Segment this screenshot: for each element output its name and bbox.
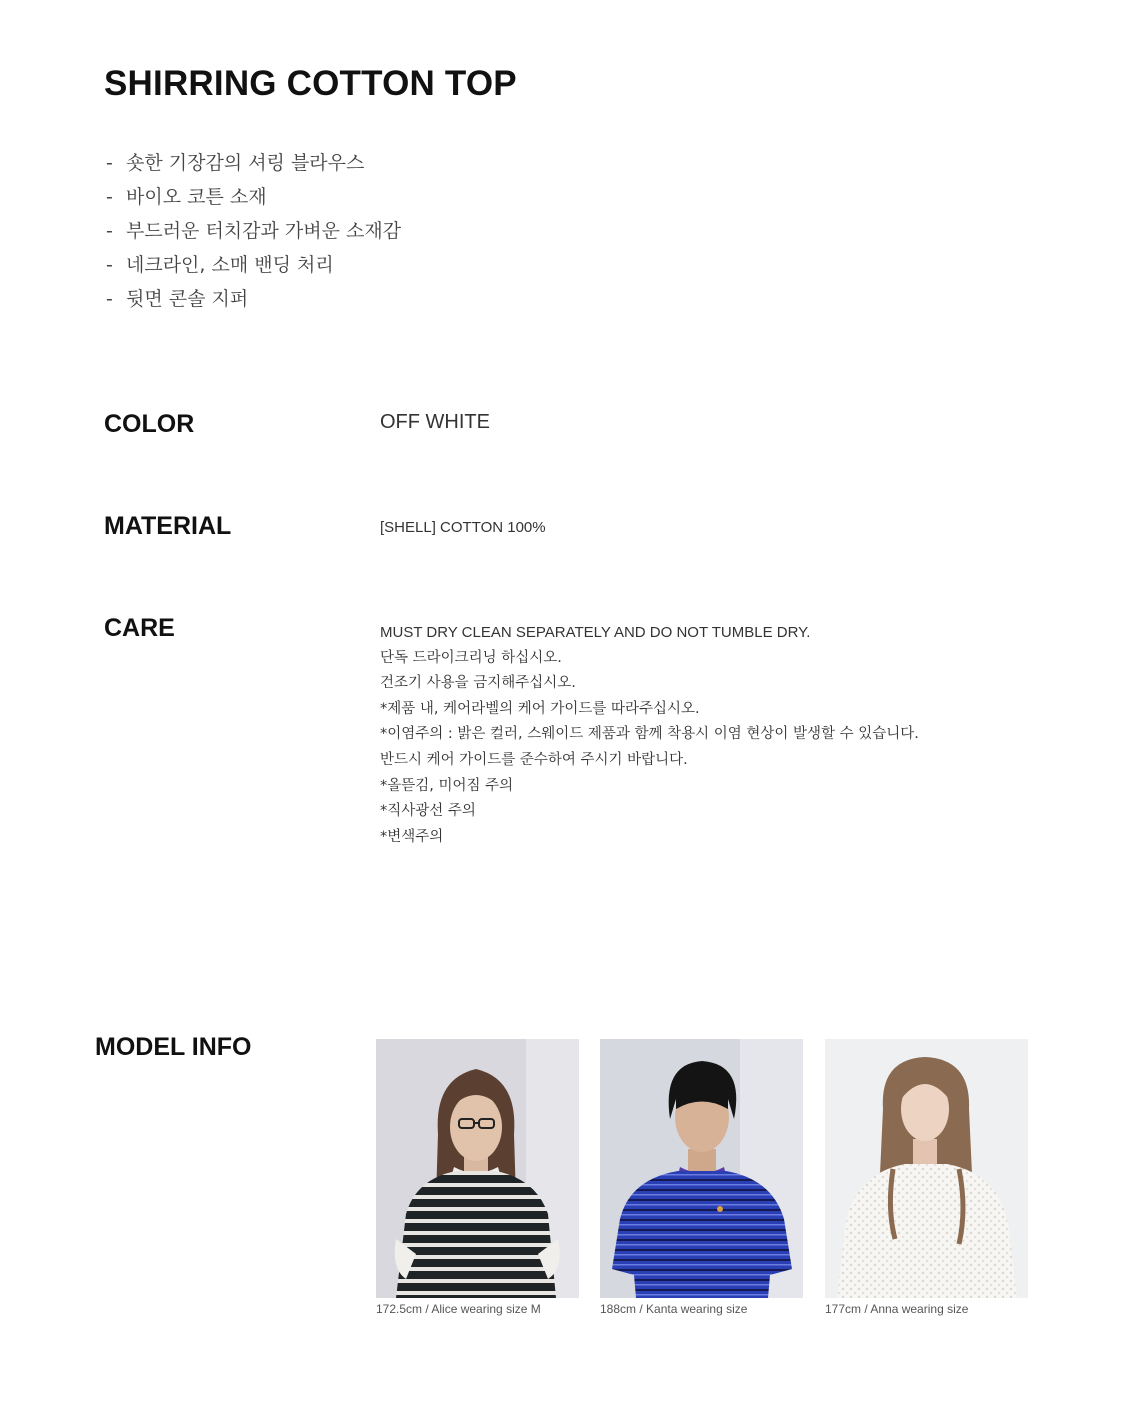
care-line: 건조기 사용을 금지해주십시오.: [380, 675, 576, 692]
bullet-dash: -: [106, 186, 113, 208]
feature-text: 바이오 코튼 소재: [126, 186, 267, 208]
feature-text: 부드러운 터치감과 가벼운 소재감: [126, 220, 402, 242]
feature-item: [106, 248, 401, 282]
model-card: [600, 1039, 803, 1316]
product-title: SHIRRING COTTON TOP: [104, 64, 517, 103]
model-info-label: MODEL INFO: [95, 1033, 252, 1061]
material-label: MATERIAL: [104, 512, 232, 540]
color-label: COLOR: [104, 410, 195, 438]
care-line: *직사광선 주의: [380, 803, 476, 820]
model-caption: 172.5cm / Alice wearing size M: [376, 1302, 541, 1316]
model-photo: [600, 1039, 803, 1298]
care-line: *올뜯김, 미어짐 주의: [380, 777, 514, 794]
bullet-dash: -: [106, 288, 113, 310]
feature-item: [106, 282, 401, 316]
material-value: [SHELL] COTTON 100%: [380, 519, 546, 536]
care-line: *제품 내, 케어라벨의 케어 가이드를 따라주십시오.: [380, 700, 700, 717]
feature-text: 네크라인, 소매 밴딩 처리: [126, 254, 334, 276]
feature-item: [106, 214, 401, 248]
care-instructions: [380, 620, 919, 850]
feature-item: [106, 180, 401, 214]
feature-text: 뒷면 콘솔 지퍼: [126, 288, 249, 310]
bullet-dash: -: [106, 152, 113, 174]
model-caption: 188cm / Kanta wearing size: [600, 1302, 748, 1316]
care-line: 단독 드라이크리닝 하십시오.: [380, 649, 562, 666]
model-card: [376, 1039, 579, 1316]
feature-list: [106, 146, 401, 316]
color-value: OFF WHITE: [380, 411, 490, 433]
bullet-dash: -: [106, 220, 113, 242]
model-card: [825, 1039, 1028, 1316]
model-caption: 177cm / Anna wearing size: [825, 1302, 969, 1316]
care-line: *변색주의: [380, 828, 444, 845]
bullet-dash: -: [106, 254, 113, 276]
care-line: 반드시 케어 가이드를 준수하여 주시기 바랍니다.: [380, 751, 688, 768]
model-photo: [825, 1039, 1028, 1298]
care-label: CARE: [104, 614, 175, 642]
care-line: MUST DRY CLEAN SEPARATELY AND DO NOT TUMBLE DRY.: [380, 624, 811, 641]
care-line: *이염주의 : 밝은 컬러, 스웨이드 제품과 함께 착용시 이염 현상이 발생할 수 있습니다.: [380, 726, 919, 743]
feature-item: [106, 146, 401, 180]
feature-text: 숏한 기장감의 셔링 블라우스: [126, 152, 365, 174]
model-photo: [376, 1039, 579, 1298]
